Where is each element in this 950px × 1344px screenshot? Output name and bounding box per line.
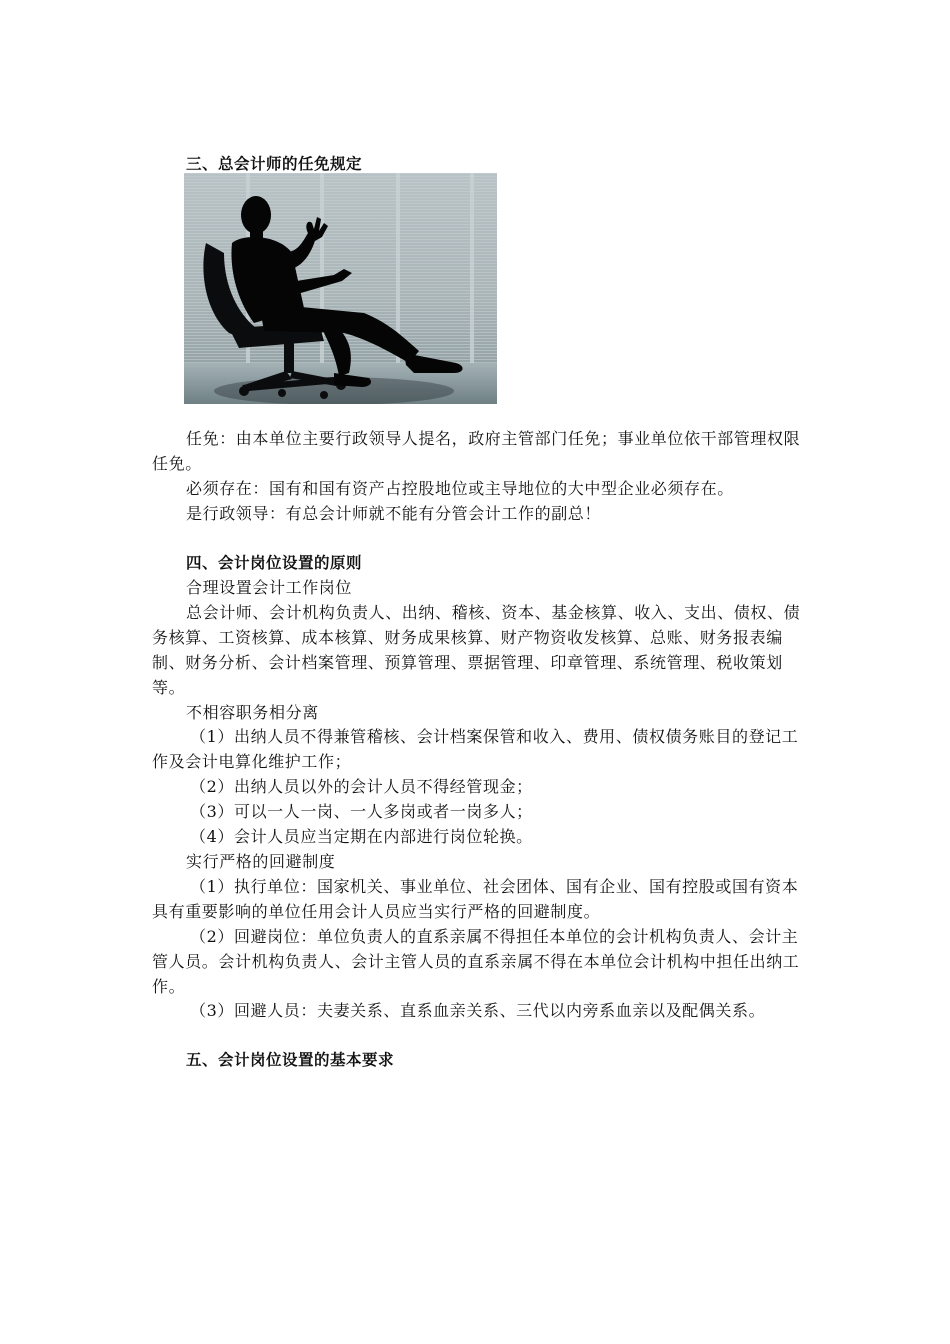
text-line: 管人员。会计机构负责人、会计主管人员的直系亲属不得在本单位会计机构中担任出纳工 [152,952,800,971]
text-line: 必须存在：国有和国有资产占控股地位或主导地位的大中型企业必须存在。 [186,479,734,498]
text-line: （4）会计人员应当定期在内部进行岗位轮换。 [190,827,533,846]
text-line: 任免：由本单位主要行政领导人提名，政府主管部门任免；事业单位依干部管理权限 [186,429,801,448]
text-line: 等。 [152,678,186,697]
text-line: （3）可以一人一岗、一人多岗或者一岗多人； [190,802,533,821]
text-line: 作。 [152,977,186,996]
text-line: （2）出纳人员以外的会计人员不得经管现金； [190,777,533,796]
section-heading-4: 四、会计岗位设置的原则 [186,554,363,572]
text-line: （2）回避岗位：单位负责人的直系亲属不得担任本单位的会计机构负责人、会计主 [190,927,799,946]
text-line: 具有重要影响的单位任用会计人员应当实行严格的回避制度。 [152,902,601,921]
text-line: （3）回避人员：夫妻关系、直系血亲关系、三代以内旁系血亲以及配偶关系。 [190,1001,766,1020]
text-line: 合理设置会计工作岗位 [186,578,353,597]
text-line: 任免。 [152,454,202,473]
text-line: 实行严格的回避制度 [186,852,336,871]
text-line: （1）出纳人员不得兼管稽核、会计档案保管和收入、费用、债权债务账目的登记工 [190,727,799,746]
text-line: 不相容职务相分离 [186,703,319,722]
text-line: 务核算、工资核算、成本核算、财务成果核算、财产物资收发核算、总账、财务报表编 [152,628,783,647]
section-heading-3: 三、总会计师的任免规定 [186,155,363,173]
businessman-silhouette-image [184,173,497,404]
text-line: 总会计师、会计机构负责人、出纳、稽核、资本、基金核算、收入、支出、债权、债 [186,603,801,622]
text-line: 作及会计电算化维护工作； [152,752,352,771]
section-heading-5: 五、会计岗位设置的基本要求 [186,1051,395,1069]
text-line: 是行政领导：有总会计师就不能有分管会计工作的副总！ [186,504,602,523]
text-line: 制、财务分析、会计档案管理、预算管理、票据管理、印章管理、系统管理、税收策划 [152,653,783,672]
text-line: （1）执行单位：国家机关、事业单位、社会团体、国有企业、国有控股或国有资本 [190,877,799,896]
